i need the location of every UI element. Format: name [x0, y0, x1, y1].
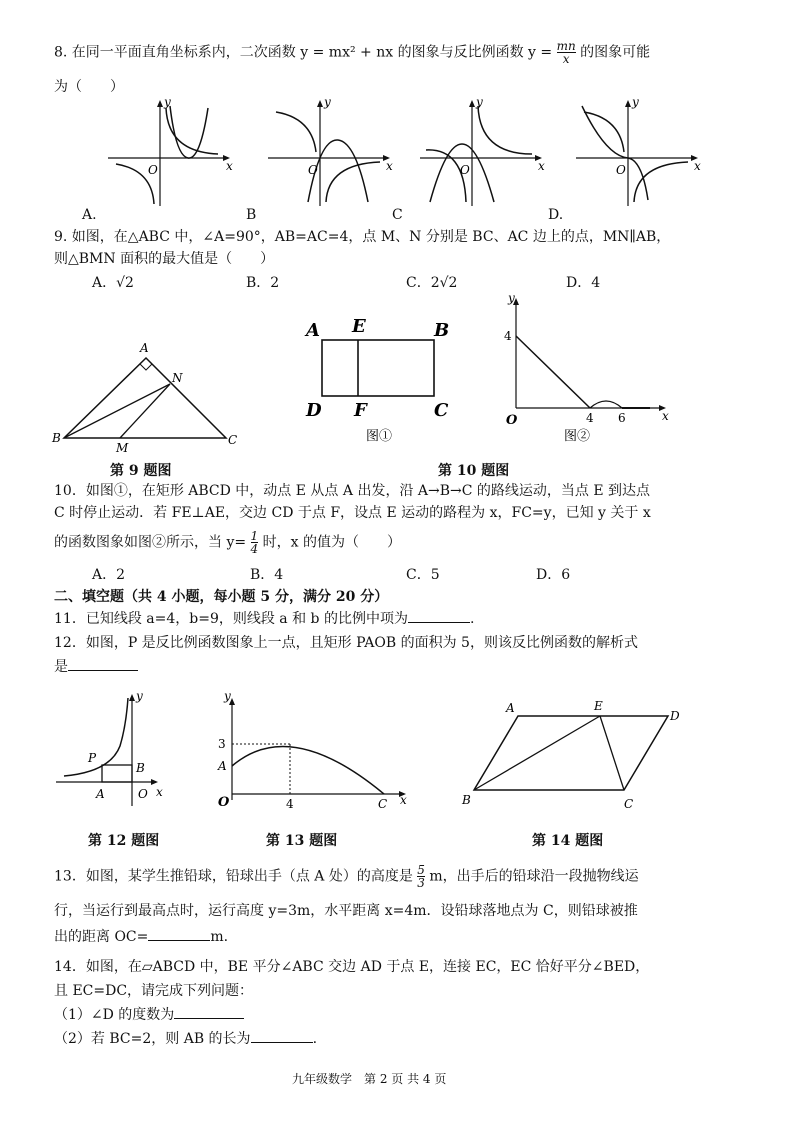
q14-label-a: A — [506, 701, 515, 715]
q12-text2: 是 — [54, 659, 68, 675]
q10-fraction — [251, 530, 259, 555]
q8a-parabola — [170, 106, 208, 158]
q14-sub2 — [54, 1030, 317, 1048]
q10-option-b: B．4 — [250, 567, 284, 583]
q10-fig2-x-tick-6: 6 — [618, 411, 626, 425]
q13-figure — [214, 690, 414, 810]
q8c-hyperbola-branch — [478, 106, 532, 154]
q11-answer-blank[interactable] — [408, 622, 470, 623]
q8d-origin: O — [616, 163, 626, 177]
q8a-y-label: y — [164, 95, 171, 109]
q14-segment-be — [474, 716, 600, 790]
q9-option-d: D．4 — [566, 275, 601, 291]
q10-fig2-origin: O — [506, 413, 518, 428]
q10-fig2-x-label: x — [662, 409, 669, 423]
q14-sub1 — [54, 1006, 244, 1024]
q13-label-o: O — [218, 795, 230, 810]
q12-label-b: B — [136, 761, 145, 775]
q10-fig2-y-label: y — [508, 291, 515, 305]
q14-segment-ec — [600, 716, 624, 790]
q8-graph-d — [576, 95, 706, 208]
q8c-origin: O — [460, 163, 470, 177]
q12-rectangle-paob — [102, 765, 132, 782]
q9-label-b: B — [52, 431, 61, 445]
q10-figure-2 — [500, 291, 680, 444]
q10-fig2-caption: 图② — [564, 429, 591, 444]
q14-sub2-end: . — [312, 1031, 318, 1047]
q9-option-c: C．2√2 — [406, 275, 458, 291]
q13-y-tick: 3 — [218, 737, 226, 751]
q14-caption: 第 14 题图 — [532, 833, 604, 849]
q10-fig2-y-tick: 4 — [504, 329, 512, 343]
q13-x-tick: 4 — [286, 797, 294, 811]
q9-label-c: C — [228, 433, 238, 447]
q14-label-b: B — [462, 793, 471, 807]
q11-stem — [54, 610, 474, 628]
q8a-origin: O — [148, 163, 158, 177]
q12-label-a: A — [96, 787, 105, 801]
q9-option-a: A．√2 — [92, 275, 134, 291]
q8b-y-label: y — [324, 95, 331, 109]
q14-sub2-text: （2）若 BC=2，则 AB 的长为 — [54, 1031, 251, 1047]
q11-end: . — [469, 611, 475, 627]
q10-label-e: E — [352, 316, 366, 337]
q8-frac-den: x — [557, 52, 576, 65]
q9-label-n: N — [172, 371, 183, 385]
q10-label-f: F — [354, 400, 367, 421]
q14-stem-line1: 14．如图，在▱ABCD 中，BE 平分∠ABC 交边 AD 于点 E，连接 EC，EC 恰好平分∠BED， — [54, 959, 650, 975]
q10-stem-line3 — [54, 530, 401, 555]
q8d-hyperbola-branch — [584, 112, 624, 152]
q13-parabola — [232, 746, 384, 794]
q13-text1a: 13．如图，某学生推铅球，铅球出手（点 A 处）的高度是 — [54, 868, 413, 885]
q13-text3a: 出的距离 OC= — [54, 929, 149, 945]
q13-label-c: C — [378, 797, 388, 811]
q8d-x-label: x — [694, 159, 701, 173]
q8-graph-c — [420, 95, 550, 208]
q8b-origin: O — [308, 163, 318, 177]
q10-stem-line2: C 时停止运动．若 FE⊥AE，交边 CD 于点 F，设点 E 运动的路程为 x，FC=y，已知 y 关于 x — [54, 505, 651, 521]
q13-frac-num: 5 — [417, 863, 425, 877]
q10-fig1-caption: 图① — [366, 429, 393, 444]
q10-option-a: A．2 — [92, 567, 126, 583]
q8c-x-label: x — [538, 159, 545, 173]
q13-caption: 第 13 题图 — [266, 833, 338, 849]
q13-frac-den: 3 — [417, 876, 425, 890]
q8b-hyperbola-branch — [276, 112, 316, 152]
q10-caption: 第 10 题图 — [438, 463, 510, 479]
q10-graph-line — [516, 336, 590, 408]
q14-label-e: E — [594, 699, 603, 713]
q10-fig2-x-tick-4: 4 — [586, 411, 594, 425]
q8a-x-label: x — [226, 159, 233, 173]
q9-segment-bn — [64, 384, 170, 438]
q13-label-a: A — [218, 759, 227, 773]
section-2-heading: 二、填空题（共 4 小题，每小题 5 分，满分 20 分） — [54, 589, 389, 605]
q12-label-o: O — [138, 787, 148, 801]
q8-option-b: B — [246, 207, 257, 223]
q14-sub1-text: （1）∠D 的度数为 — [54, 1007, 175, 1023]
q12-stem-line1: 12．如图，P 是反比例函数图象上一点，且矩形 PAOB 的面积为 5，则该反比例函数的解析式 — [54, 635, 638, 651]
q14-sub1-answer-blank[interactable] — [174, 1018, 244, 1019]
q14-parallelogram-abcd — [474, 716, 668, 790]
q8-option-d: D. — [548, 207, 564, 223]
q10-frac-den: 4 — [250, 542, 259, 556]
q10-text3a: 的函数图象如图②所示，当 y= — [54, 534, 247, 551]
q13-answer-blank[interactable] — [148, 940, 210, 941]
q14-figure — [456, 700, 706, 820]
q13-text3b: m. — [210, 929, 229, 945]
q9-stem-line2: 则△BMN 面积的最大值是（ ） — [54, 251, 275, 267]
q13-y-label: y — [224, 689, 231, 703]
q8-stem-line1 — [54, 40, 650, 65]
q9-label-m: M — [116, 441, 129, 455]
q10-figure-1 — [300, 316, 480, 444]
q13-stem-line2: 行，当运行到最高点时，运行高度 y=3m，水平距离 x=4m．设铅球落地点为 C，则铅球被推 — [54, 903, 638, 919]
q10-label-a: A — [306, 320, 320, 341]
q14-label-c: C — [624, 797, 634, 811]
q10-stem-line1: 10．如图①，在矩形 ABCD 中，动点 E 从点 A 出发，沿 A→B→C 的路线运动，当点 E 到达点 — [54, 483, 651, 499]
q9-stem-line1: 9. 如图，在△ABC 中，∠A=90°，AB=AC=4，点 M、N 分别是 BC、AC 边上的点，MN∥AB， — [54, 229, 671, 245]
q10-frac-num: 1 — [250, 529, 259, 543]
q8-stem-line2: 为（ ） — [54, 79, 124, 95]
q8-option-c: C — [392, 207, 403, 223]
q12-x-label: x — [156, 785, 163, 799]
q8d-hyperbola-branch — [634, 162, 688, 202]
q12-stem-line2 — [54, 658, 138, 676]
q10-graph-curve — [590, 401, 622, 408]
q9-segment-mn — [120, 384, 170, 438]
q8-fraction — [557, 40, 576, 65]
q11-text: 11．已知线段 a=4，b=9，则线段 a 和 b 的比例中项为 — [54, 611, 408, 627]
q13-x-label: x — [400, 793, 407, 807]
q10-label-d: D — [306, 400, 322, 421]
q8b-x-label: x — [386, 159, 393, 173]
q10-text3b: 时，x 的值为（ ） — [262, 534, 401, 551]
q13-stem-line3 — [54, 928, 228, 946]
q8b-hyperbola-branch — [326, 162, 380, 202]
q8-text: 8. 在同一平面直角坐标系内，二次函数 y = mx² + nx 的图象与反比例函数 y = — [54, 44, 553, 61]
q8c-y-label: y — [476, 95, 483, 109]
q10-label-c: C — [434, 400, 449, 421]
q8d-y-label: y — [632, 95, 639, 109]
q14-sub2-answer-blank[interactable] — [251, 1042, 313, 1043]
q8-option-a: A. — [82, 207, 97, 223]
q9-label-a: A — [140, 341, 149, 355]
q12-answer-blank[interactable] — [68, 670, 138, 671]
q8-tail: 的图象可能 — [580, 44, 651, 61]
q9-caption: 第 9 题图 — [110, 463, 172, 479]
q12-y-label: y — [136, 689, 143, 703]
q12-label-p: P — [88, 751, 97, 765]
q9-option-b: B．2 — [246, 275, 280, 291]
q13-stem-line1 — [54, 864, 639, 889]
q8-graph-b — [268, 95, 398, 208]
q10-rectangle-abcd — [322, 340, 434, 396]
q10-option-c: C．5 — [406, 567, 440, 583]
q13-fraction — [417, 864, 425, 889]
q13-text1b: m，出手后的铅球沿一段抛物线运 — [429, 868, 639, 885]
q14-label-d: D — [670, 709, 680, 723]
q10-label-b: B — [434, 320, 450, 341]
q12-caption: 第 12 题图 — [88, 833, 160, 849]
q9-figure — [50, 338, 250, 458]
page-footer: 九年级数学 第 2 页 共 4 页 — [292, 1072, 447, 1086]
q9-right-angle-mark — [140, 364, 152, 370]
q8-frac-num: mn — [556, 39, 576, 53]
q12-figure — [52, 690, 182, 820]
q10-option-d: D．6 — [536, 567, 571, 583]
q8-graph-a — [108, 95, 238, 208]
q14-stem-line2: 且 EC=DC，请完成下列问题： — [54, 983, 254, 999]
